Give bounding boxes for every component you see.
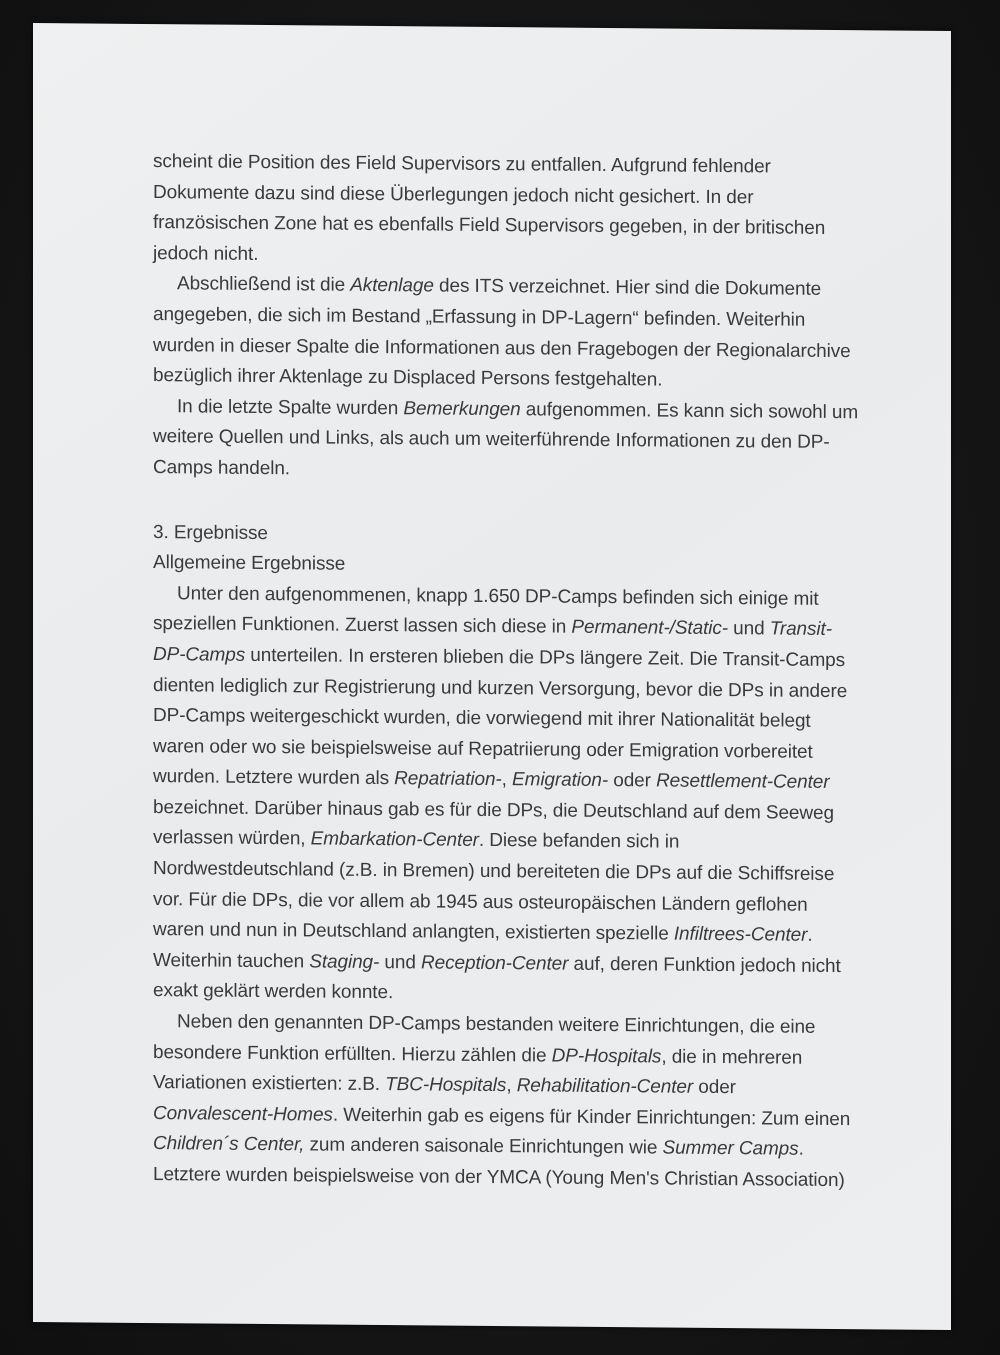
text-run: unterteilen. In ersteren blieben die DPs längere Zeit. Die Transit-Camps (245, 644, 846, 671)
text-run: des ITS verzeichnet. Hier sind die Dokumente (433, 275, 822, 301)
text-run: Dokumente dazu sind diese Überlegungen jedoch nicht gesichert. In der (153, 181, 754, 208)
text-run: auf, deren Funktion jedoch nicht (568, 953, 841, 977)
text-run: Allgemeine Ergebnisse (153, 552, 346, 575)
text-run: , (501, 769, 513, 791)
text-run: wurden. Letztere wurden als (153, 766, 395, 790)
italic-text-run: TBC-Hospitals (385, 1074, 507, 1097)
text-run: bezüglich ihrer Aktenlage zu Displaced Persons festgehalten. (153, 365, 663, 391)
text-run: . Weiterhin gab es eigens für Kinder Einrichtungen: Zum einen (332, 1104, 851, 1130)
italic-text-run: DP-Hospitals (551, 1045, 662, 1068)
document-text (153, 147, 868, 1197)
italic-text-run: DP-Camps (153, 643, 246, 666)
italic-text-run: Bemerkungen (403, 397, 521, 421)
text-line (153, 1160, 868, 1197)
italic-text-run: Emigration- (512, 769, 609, 792)
text-run: dienten lediglich zur Registrierung und kurzen Versorgung, bevor die DPs in andere (153, 674, 848, 702)
italic-text-run: Permanent-/Static- (571, 617, 728, 640)
text-run: waren und nun in Deutschland anlangten, existierten spezielle (153, 919, 674, 945)
text-run: Neben den genannten DP-Camps bestanden weitere Einrichtungen, die eine (177, 1011, 816, 1038)
text-run: . (807, 925, 813, 947)
text-run: Variationen existierten: z.B. (153, 1072, 386, 1096)
text-run: besondere Funktion erfüllten. Hierzu zählen die (153, 1041, 552, 1067)
italic-text-run: Rehabilitation-Center (516, 1075, 694, 1098)
text-run: Abschließend ist die (177, 273, 351, 297)
text-run: scheint die Position des Field Supervisors zu entfallen. Aufgrund fehlender (153, 151, 771, 178)
text-run: jedoch nicht. (153, 242, 259, 265)
text-line (153, 453, 868, 490)
text-run: bezeichnet. Darüber hinaus gab es für die DPs, die Deutschland auf dem Seeweg (153, 796, 834, 824)
text-run: Nordwestdeutschland (z.B. in Bremen) und bereiteten die DPs auf die Schiffsreise (153, 858, 835, 886)
text-run: DP-Camps weitergeschickt wurden, die vorwiegend mit ihrer Nationalität belegt (153, 705, 811, 732)
text-run: verlassen würden, (153, 827, 311, 850)
text-run: , (506, 1075, 517, 1097)
text-run: angegeben, die sich im Bestand „Erfassung in DP-Lagern“ befinden. Weiterhin (153, 304, 806, 331)
italic-text-run: Summer Camps (662, 1137, 799, 1161)
text-run: französischen Zone hat es ebenfalls Field Supervisors gegeben, in der britischen (153, 212, 826, 240)
text-run: Weiterhin tauchen (153, 949, 310, 973)
italic-text-run: Repatriation- (394, 768, 502, 791)
text-run: wurden in dieser Spalte die Informationen aus den Fragebogen der Regionalarchive (153, 334, 851, 362)
text-run: Camps handeln. (153, 456, 290, 480)
text-run: In die letzte Spalte wurden (177, 396, 404, 419)
scanned-paper-sheet (33, 23, 951, 1330)
text-run: und (379, 951, 422, 974)
text-run: speziellen Funktionen. Zuerst lassen sich diese in (153, 613, 572, 639)
italic-text-run: Aktenlage (350, 275, 434, 297)
italic-text-run: Staging- (309, 951, 380, 973)
text-run: aufgenommen. Es kann sich sowohl um (520, 399, 859, 423)
italic-text-run: Resettlement-Center (656, 770, 830, 794)
text-run: oder (693, 1076, 736, 1099)
text-run: , die in mehreren (661, 1046, 803, 1069)
text-run: weitere Quellen und Links, als auch um weiterführende Informationen zu den DP- (153, 426, 830, 454)
text-run: . (798, 1139, 804, 1161)
text-run: exakt geklärt werden konnte. (153, 980, 394, 1004)
text-run: Letztere wurden beispielsweise von der YMCA (Young Men's Christian Association) (153, 1164, 845, 1192)
text-run: 3. Ergebnisse (153, 521, 268, 544)
text-run: waren oder wo sie beispielsweise auf Repatriierung oder Emigration vorbereitet (153, 735, 813, 763)
text-run: Unter den aufgenommenen, knapp 1.650 DP-Camps befinden sich einige mit (177, 582, 819, 610)
text-run: zum anderen saisonale Einrichtungen wie (304, 1134, 663, 1159)
italic-text-run: Reception-Center (421, 952, 569, 975)
italic-text-run: Embarkation-Center (310, 828, 479, 852)
text-run: vor. Für die DPs, die vor allem ab 1945 aus osteuropäischen Ländern geflohen (153, 888, 808, 916)
italic-text-run: Children´s Center, (153, 1133, 305, 1156)
italic-text-run: Convalescent-Homes (153, 1102, 333, 1126)
italic-text-run: Infiltrees-Center (673, 923, 808, 947)
text-run: oder (608, 770, 657, 792)
text-run: . Diese befanden sich in (478, 830, 680, 854)
text-run: und (728, 618, 770, 640)
text-line (153, 208, 868, 245)
italic-text-run: Transit- (769, 618, 832, 641)
